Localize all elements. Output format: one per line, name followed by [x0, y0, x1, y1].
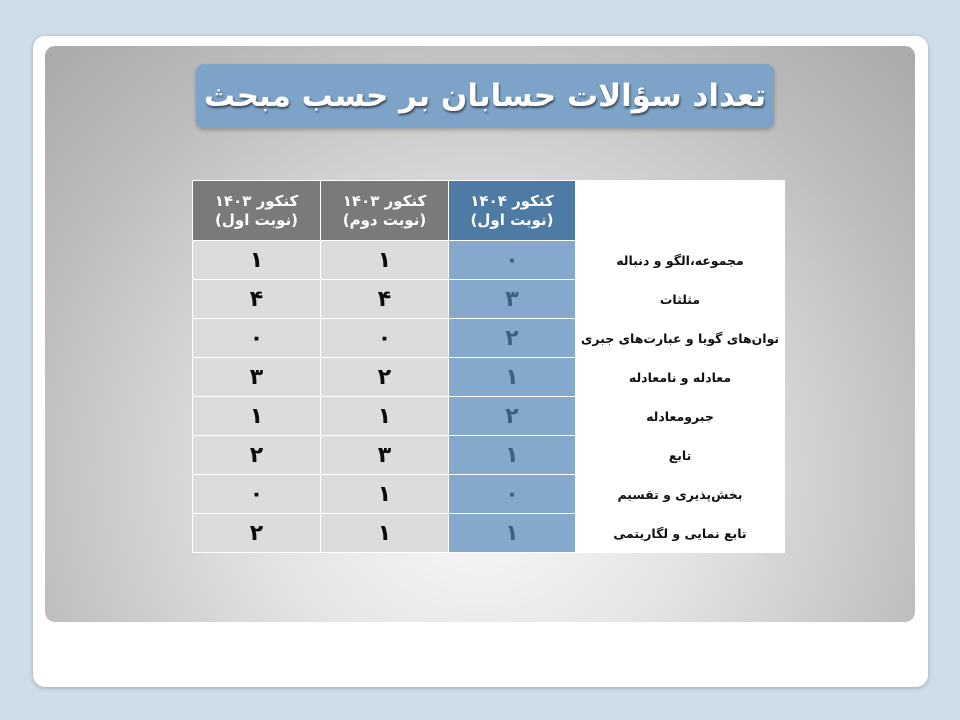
topic-cell: توان‌های گویا و عبارت‌های جبری — [576, 319, 785, 358]
table-row — [193, 475, 785, 514]
value-cell-1403-first: ۲ — [193, 514, 321, 553]
header-konkur-1403-first — [193, 181, 321, 241]
header-line2: (نوبت اول) — [215, 210, 298, 229]
value-cell-1403-second: ۱ — [321, 241, 449, 280]
value-cell-1404-first: ۰ — [449, 241, 576, 280]
topic-cell: تابع — [576, 436, 785, 475]
topic-cell: جبرومعادله — [576, 397, 785, 436]
header-line1: کنکور ۱۴۰۳ — [214, 191, 299, 210]
value-cell-1404-first: ۱ — [449, 436, 576, 475]
value-cell-1403-first: ۰ — [193, 319, 321, 358]
header-konkur-1404-first — [449, 181, 576, 241]
value-cell-1404-first: ۲ — [449, 319, 576, 358]
value-cell-1403-first: ۲ — [193, 436, 321, 475]
topic-cell: تابع نمایی و لگاریتمی — [576, 514, 785, 553]
header-line2: (نوبت دوم) — [342, 210, 427, 229]
value-cell-1403-second: ۱ — [321, 514, 449, 553]
value-cell-1404-first: ۲ — [449, 397, 576, 436]
header-line1: کنکور ۱۴۰۴ — [470, 191, 554, 210]
header-konkur-1403-second — [321, 181, 449, 241]
value-cell-1403-first: ۰ — [193, 475, 321, 514]
questions-table — [192, 180, 785, 553]
value-cell-1403-second: ۱ — [321, 475, 449, 514]
table-row — [193, 319, 785, 358]
value-cell-1403-first: ۳ — [193, 358, 321, 397]
table-row — [193, 436, 785, 475]
table-row — [193, 241, 785, 280]
header-line2: (نوبت اول) — [470, 210, 554, 229]
value-cell-1403-second: ۰ — [321, 319, 449, 358]
value-cell-1404-first: ۰ — [449, 475, 576, 514]
header-line1: کنکور ۱۴۰۳ — [342, 191, 427, 210]
table-row — [193, 397, 785, 436]
value-cell-1404-first: ۳ — [449, 280, 576, 319]
topic-cell: بخش‌پذیری و تقسیم — [576, 475, 785, 514]
slide-title: تعداد سؤالات حسابان بر حسب مبحث — [203, 78, 767, 114]
topic-cell: معادله و نامعادله — [576, 358, 785, 397]
value-cell-1403-second: ۴ — [321, 280, 449, 319]
table-row — [193, 358, 785, 397]
header-topic-blank — [576, 181, 785, 241]
value-cell-1404-first: ۱ — [449, 358, 576, 397]
header-row — [193, 181, 785, 241]
value-cell-1404-first: ۱ — [449, 514, 576, 553]
table-row — [193, 280, 785, 319]
value-cell-1403-second: ۳ — [321, 436, 449, 475]
value-cell-1403-second: ۱ — [321, 397, 449, 436]
title-box — [196, 64, 774, 128]
topic-cell: مجموعه،الگو و دنباله — [576, 241, 785, 280]
table-row — [193, 514, 785, 553]
value-cell-1403-first: ۱ — [193, 397, 321, 436]
value-cell-1403-first: ۱ — [193, 241, 321, 280]
value-cell-1403-second: ۲ — [321, 358, 449, 397]
value-cell-1403-first: ۴ — [193, 280, 321, 319]
topic-cell: مثلثات — [576, 280, 785, 319]
